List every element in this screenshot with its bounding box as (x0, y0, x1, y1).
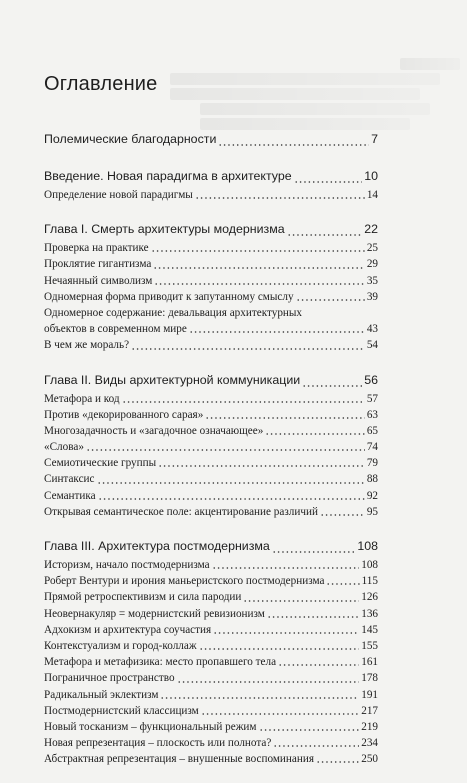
toc-section-entry-label: Многозадачность и «загадочное означающее» (44, 424, 264, 437)
toc-chapter-entry[interactable] (44, 166, 378, 187)
toc-section-entry-label: Проклятие гигантизма (44, 258, 152, 271)
toc-section-entry-page-number: 217 (361, 704, 378, 717)
toc-section-entry-label: Радикальный эклектизм (44, 688, 159, 701)
bleed-through-text (170, 58, 460, 133)
dot-leader (259, 729, 360, 731)
toc-section-entry-label: Постмодернистский классицизм (44, 704, 199, 717)
toc-section-entry[interactable] (44, 488, 378, 504)
dot-leader (294, 181, 363, 183)
toc-section-entry[interactable] (44, 256, 378, 272)
dot-leader (272, 551, 355, 553)
dot-leader (243, 600, 359, 602)
toc-section-entry-label: Одномерная форма приводит к запутанному смыслу (44, 290, 294, 303)
toc-section-entry-label: Метафора и метафизика: место пропавшего тела (44, 656, 277, 669)
toc-section-entry-page-number: 92 (366, 489, 378, 502)
dot-leader (151, 250, 365, 252)
toc-section-entry-page-number: 54 (366, 339, 378, 352)
toc-section-entry[interactable] (44, 573, 378, 589)
toc-section-entry-page-number: 63 (366, 408, 378, 421)
toc-section-entry[interactable] (44, 423, 378, 439)
toc-section-entry[interactable] (44, 670, 378, 686)
toc-chapter-entry-page-number: 7 (371, 132, 378, 146)
toc-section-entry-label: Синтаксис (44, 473, 95, 486)
toc-section-entry[interactable] (44, 187, 378, 203)
toc-chapter-entry-page-number: 22 (364, 222, 378, 237)
toc-chapter-entry-label: Введение. Новая парадигма в архитектуре (44, 169, 292, 183)
dot-leader (97, 482, 365, 484)
dot-leader (302, 385, 362, 387)
toc-section-entry[interactable] (44, 703, 378, 719)
dot-leader (158, 465, 365, 467)
toc-section-entry-label: Историзм, начало постмодернизма (44, 559, 210, 571)
toc-section-entry-label: Определение новой парадигмы (44, 189, 193, 201)
toc-chapter-entry[interactable] (44, 129, 378, 150)
toc-section-entry-label: Одномерное содержание: девальвация архитектурных (44, 306, 303, 319)
dot-leader (86, 449, 365, 451)
dot-leader (213, 632, 359, 634)
dot-leader (122, 401, 365, 403)
toc-chapter-entry[interactable] (44, 536, 378, 557)
toc-section-entry-label: Открывая семантическое поле: акцентирование различий (44, 505, 318, 518)
toc-chapter-entry[interactable] (44, 370, 378, 391)
dot-leader (316, 761, 359, 763)
toc-section-entry[interactable] (44, 622, 378, 638)
toc-section-entry-label: Нечаянный символизм (44, 274, 153, 287)
toc-section-entry[interactable] (44, 407, 378, 423)
dot-leader (131, 348, 365, 350)
toc-section-entry-label: Семантика (44, 489, 96, 502)
toc-section-entry[interactable] (44, 687, 378, 703)
toc-section-entry[interactable] (44, 240, 378, 256)
toc-section-entry-page-number: 57 (366, 392, 378, 405)
toc-section-entry-page-number: 25 (366, 242, 378, 255)
toc-section-entry-label: Контекстуализм и город-коллаж (44, 639, 197, 652)
dot-leader (160, 697, 359, 699)
toc-section-entry-page-number: 108 (361, 559, 378, 571)
toc-chapter-entry-page-number: 108 (357, 539, 378, 553)
dot-leader (195, 197, 365, 199)
toc-section-entry[interactable] (44, 606, 378, 622)
toc-section-entry-label: Новый тосканизм – функциональный режим (44, 720, 257, 733)
toc-section-entry-page-number: 65 (366, 424, 378, 437)
toc-section-entry-page-number: 115 (361, 575, 378, 588)
dot-leader (265, 433, 365, 435)
toc-section-entry-page-number: 39 (366, 290, 378, 303)
toc-section-entry[interactable] (44, 751, 378, 767)
toc-section-entry[interactable] (44, 589, 378, 605)
toc-section-entry-label: В чем же мораль? (44, 339, 130, 352)
toc-section-entry[interactable] (44, 321, 378, 337)
dot-leader (326, 583, 359, 585)
toc-section-entry-page-number: 126 (361, 591, 378, 604)
toc-section-entry-page-number: 145 (361, 623, 378, 636)
toc-section-entry-label: Прямой ретроспективизм и сила пародии (44, 591, 242, 604)
dot-leader (273, 745, 359, 747)
table-of-contents (44, 129, 378, 783)
toc-section-entry-label: Неовернакуляр = модернистский ревизионизм (44, 607, 265, 620)
toc-section-entry-page-number: 250 (361, 753, 378, 766)
toc-group (44, 129, 378, 150)
toc-section-entry-page-number: 14 (366, 189, 378, 201)
toc-chapter-entry-label: Глава I. Смерть архитектуры модернизма (44, 222, 285, 237)
toc-chapter-entry[interactable] (44, 219, 378, 240)
toc-group (44, 166, 378, 203)
toc-section-entry-page-number: 161 (361, 656, 378, 669)
dot-leader (296, 299, 365, 301)
toc-section-entry-page-number: 234 (361, 737, 378, 750)
toc-section-entry[interactable] (44, 557, 378, 573)
toc-group (44, 219, 378, 353)
toc-section-entry-page-number: 95 (366, 505, 378, 518)
toc-chapter-entry-page-number: 56 (364, 372, 378, 387)
dot-leader (189, 331, 365, 333)
toc-section-entry[interactable] (44, 273, 378, 289)
toc-section-entry-page-number: 35 (366, 274, 378, 287)
dot-leader (153, 267, 365, 269)
toc-section-entry-page-number: 74 (366, 441, 378, 454)
toc-section-entry[interactable] (44, 305, 378, 321)
toc-section-entry[interactable] (44, 735, 378, 751)
toc-section-entry-label: «Слова» (44, 441, 84, 454)
toc-chapter-entry-label: Глава II. Виды архитектурной коммуникации (44, 372, 301, 387)
dot-leader (320, 514, 365, 516)
dot-leader (177, 681, 360, 683)
toc-section-entry[interactable] (44, 391, 378, 407)
toc-group (44, 370, 378, 521)
dot-leader (287, 234, 363, 236)
dot-leader (278, 664, 359, 666)
toc-section-entry-label: Пограничное пространство (44, 672, 175, 685)
toc-chapter-entry-label: Глава III. Архитектура постмодернизма (44, 539, 270, 553)
toc-section-entry-page-number: 79 (366, 457, 378, 470)
dot-leader (98, 498, 365, 500)
dot-leader (154, 283, 364, 285)
toc-section-entry-page-number: 178 (361, 672, 378, 685)
dot-leader (212, 567, 360, 569)
dot-leader (205, 417, 365, 419)
toc-chapter-entry-label: Полемические благодарности (44, 132, 217, 146)
toc-section-entry-label: Семиотические группы (44, 457, 157, 470)
toc-section-entry[interactable] (44, 719, 378, 735)
toc-section-entry-label: Против «декорированного сарая» (44, 408, 204, 421)
toc-section-entry-page-number: 219 (361, 720, 378, 733)
toc-section-entry[interactable] (44, 504, 378, 520)
dot-leader (199, 648, 360, 650)
toc-section-entry-label: Адхокизм и архитектура соучастия (44, 623, 212, 636)
toc-section-entry[interactable] (44, 654, 378, 670)
toc-section-entry-page-number: 88 (366, 473, 378, 486)
toc-section-entry-label: Абстрактная репрезентация – внушенные воспоминания (44, 753, 314, 766)
toc-section-entry-page-number: 191 (361, 688, 378, 701)
page-title: Оглавление (44, 73, 158, 96)
dot-leader (201, 713, 359, 715)
toc-section-entry-page-number: 155 (361, 639, 378, 652)
toc-section-entry-label: объектов в современном мире (44, 323, 187, 336)
toc-section-entry-page-number: 136 (361, 607, 378, 620)
toc-section-entry[interactable] (44, 289, 378, 305)
dot-leader (218, 144, 369, 146)
toc-section-entry[interactable] (44, 439, 378, 455)
toc-section-entry-label: Проверка на практике (44, 242, 149, 255)
toc-chapter-entry-page-number: 10 (364, 169, 378, 183)
toc-section-entry[interactable] (44, 638, 378, 654)
toc-section-entry[interactable] (44, 337, 378, 353)
toc-section-entry-label: Роберт Вентури и ирония маньеристского постмодернизма (44, 575, 325, 588)
toc-section-entry-page-number: 29 (366, 258, 378, 271)
toc-section-entry-page-number: 43 (366, 323, 378, 336)
toc-group (44, 536, 378, 767)
toc-section-entry-label: Новая репрезентация – плоскость или полнота? (44, 737, 272, 750)
toc-section-entry-label: Метафора и код (44, 392, 120, 405)
toc-section-entry[interactable] (44, 471, 378, 487)
toc-section-entry[interactable] (44, 455, 378, 471)
dot-leader (267, 616, 359, 618)
